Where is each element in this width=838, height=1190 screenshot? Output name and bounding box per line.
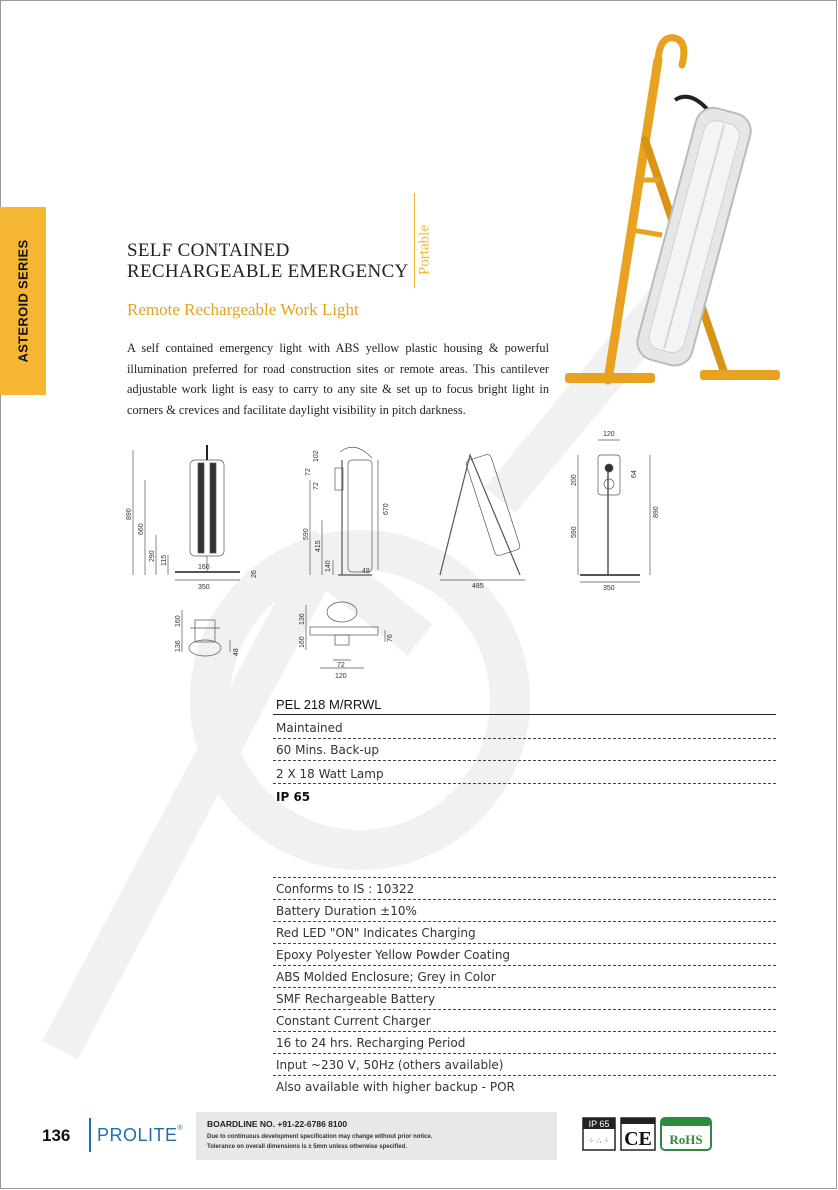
portable-tag: Portable — [416, 225, 433, 275]
feature-item: 16 to 24 hrs. Recharging Period — [276, 1036, 466, 1050]
title-line-2: RECHARGEABLE EMERGENCY — [127, 261, 409, 282]
product-description: A self contained emergency light with ABS yellow plastic housing & powerful illumination preferred for road construction sites or remote areas. This cantilever adjustable work light is easy to carry to any site & set up to focus bright light in corners & crevices and facilitate daylight visibility in pitch darkness. — [127, 341, 549, 417]
dim-102: 102 — [313, 450, 320, 462]
model-code: PEL 218 M/RRWL — [276, 697, 382, 712]
rohs-badge — [661, 1118, 711, 1150]
feature-item: Red LED "ON" Indicates Charging — [276, 926, 476, 940]
dim-590: 590 — [303, 528, 310, 540]
dim-200: 200 — [571, 474, 578, 486]
certification-badges — [582, 1116, 717, 1156]
dim-136-top2: 136 — [299, 613, 306, 625]
spec-backup: 60 Mins. Back-up — [276, 743, 379, 757]
dim-26: 26 — [251, 570, 258, 578]
feature-item: Battery Duration ±10% — [276, 904, 417, 918]
dim-160-top2: 160 — [299, 636, 306, 648]
dim-72a: 72 — [305, 468, 312, 476]
feature-item: SMF Rechargeable Battery — [276, 992, 436, 1006]
dim-485: 485 — [472, 583, 484, 590]
dim-140: 140 — [325, 560, 332, 572]
svg-text:⁘ ∴ ⁘: ⁘ ∴ ⁘ — [588, 1137, 610, 1145]
dim-350: 350 — [198, 584, 210, 591]
feature-item: Conforms to IS : 10322 — [276, 882, 415, 896]
title-line-1: SELF CONTAINED — [127, 240, 290, 261]
brand-divider — [89, 1118, 91, 1152]
dim-350-rear: 350 — [603, 585, 615, 592]
dim-48-top: 48 — [233, 648, 240, 656]
brand-logo: PROLITE® — [97, 1125, 184, 1145]
dim-415: 415 — [315, 540, 322, 552]
dim-64: 64 — [631, 470, 638, 478]
dim-160-top: 160 — [175, 615, 182, 627]
page-number: 136 — [42, 1126, 71, 1145]
dim-115: 115 — [161, 554, 168, 566]
svg-text:IP 65: IP 65 — [588, 1119, 610, 1129]
dim-76-top2: 76 — [387, 634, 394, 642]
feature-item: Epoxy Polyester Yellow Powder Coating — [276, 948, 511, 962]
footer-note-1: Due to continuous development specification may change without prior notice. — [207, 1134, 433, 1140]
dim-136-top: 136 — [175, 640, 182, 652]
spec-ip: IP 65 — [276, 790, 311, 804]
dim-890-rear: 890 — [653, 506, 660, 518]
model-divider — [273, 714, 776, 715]
series-label: ASTEROID SERIES — [15, 239, 31, 363]
spec-lamp: 2 X 18 Watt Lamp — [276, 767, 384, 781]
dim-48: 48 — [362, 568, 370, 575]
svg-text:CE: CE — [624, 1128, 652, 1150]
dim-72b: 72 — [313, 482, 320, 490]
feature-item: ABS Molded Enclosure; Grey in Color — [276, 970, 496, 984]
dim-590-rear: 590 — [571, 526, 578, 538]
dim-890: 890 — [126, 508, 133, 520]
boardline-number: BOARDLINE NO. +91-22-6786 8100 — [207, 1119, 348, 1129]
dim-72-top2: 72 — [337, 662, 345, 669]
ce-badge — [621, 1118, 655, 1150]
dim-120: 120 — [603, 431, 615, 438]
ip65-badge — [583, 1118, 615, 1150]
spec-mode: Maintained — [276, 721, 343, 735]
dim-290: 290 — [149, 550, 156, 562]
product-subtitle: Remote Rechargeable Work Light — [127, 300, 359, 319]
dim-670: 670 — [383, 503, 390, 515]
dim-660: 660 — [138, 523, 145, 535]
feature-item: Input ~230 V, 50Hz (others available) — [276, 1058, 504, 1072]
feature-item: Also available with higher backup - POR — [276, 1080, 515, 1094]
feature-item: Constant Current Charger — [276, 1014, 431, 1028]
dim-160: 160 — [198, 564, 210, 571]
dim-120-top2: 120 — [335, 673, 347, 680]
svg-text:RoHS: RoHS — [669, 1132, 703, 1147]
footer-note-2: Tolerance on overall dimensions is ± 5mm unless otherwise specified. — [207, 1144, 407, 1150]
